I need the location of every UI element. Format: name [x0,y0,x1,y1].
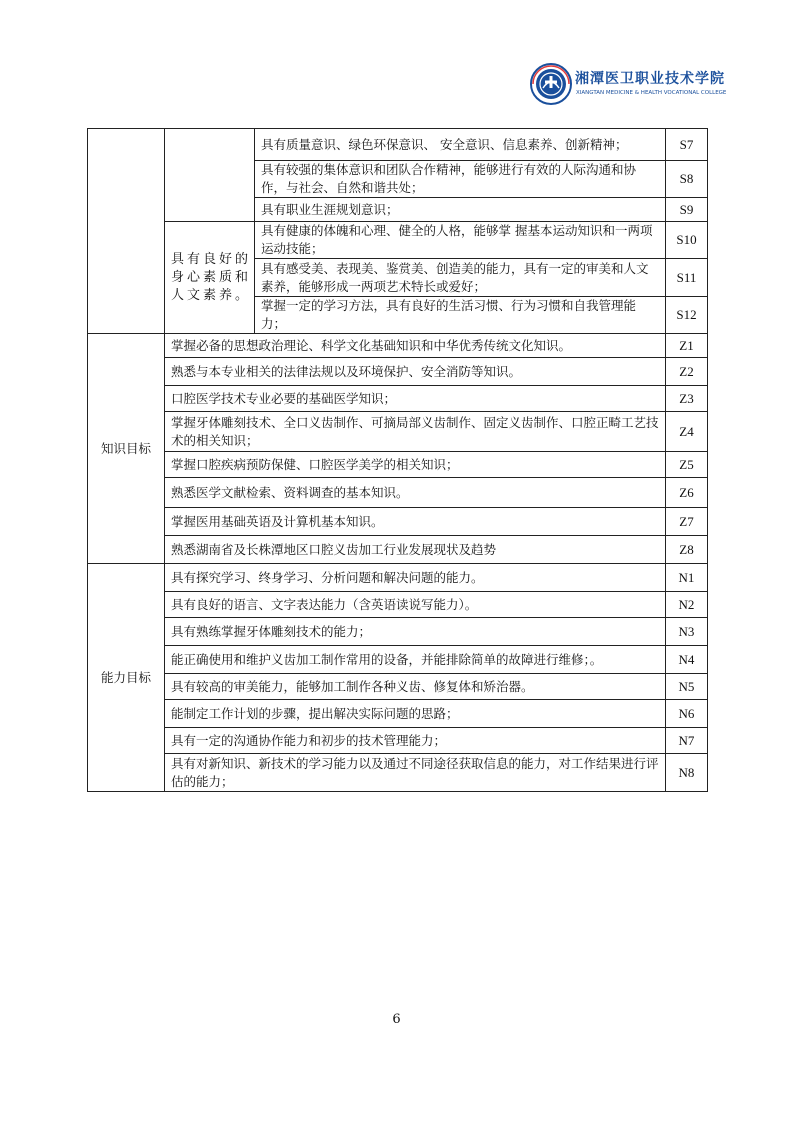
objective-text: 能正确使用和维护义齿加工制作常用的设备，并能排除简单的故障进行维修；。 [165,646,666,674]
objective-text: 熟悉医学文献检索、资料调查的基本知识。 [165,478,666,508]
objective-text: 具有健康的体魄和心理、健全的人格，能够掌 握基本运动知识和一两项运动技能； [255,222,666,259]
objective-text: 具有熟练掌握牙体雕刻技术的能力； [165,618,666,646]
objective-text: 口腔医学技术专业必要的基础医学知识； [165,386,666,412]
table-row [88,386,708,412]
objective-code: S8 [666,161,708,198]
objective-code: Z5 [666,452,708,478]
objective-code: N4 [666,646,708,674]
objective-code: S11 [666,259,708,297]
objective-text: 具有职业生涯规划意识； [255,198,666,222]
table-row [88,222,708,259]
objective-code: N3 [666,618,708,646]
table-row [88,754,708,792]
objective-code: N7 [666,728,708,754]
table-row [88,592,708,618]
objective-text: 具有较强的集体意识和团队合作精神，能够进行有效的人际沟通和协作，与社会、自然和谐共处； [255,161,666,198]
objective-code: N6 [666,700,708,728]
table-row [88,700,708,728]
objective-code: Z6 [666,478,708,508]
quality-category-cell [88,129,165,334]
objective-text: 具有一定的沟通协作能力和初步的技术管理能力； [165,728,666,754]
objective-code: S12 [666,297,708,334]
objective-text: 掌握医用基础英语及计算机基本知识。 [165,508,666,536]
objective-text: 熟悉与本专业相关的法律法规以及环境保护、安全消防等知识。 [165,358,666,386]
table-row [88,334,708,358]
objective-text: 熟悉湖南省及长株潭地区口腔义齿加工行业发展现状及趋势 [165,536,666,564]
college-name-en: XIANGTAN MEDICINE & HEALTH VOCATIONAL COLLEGE [576,90,727,96]
quality-subcategory-cell-blank [165,129,255,222]
objective-text: 具有对新知识、新技术的学习能力以及通过不同途径获取信息的能力，对工作结果进行评估的能力； [165,754,666,792]
training-objectives-table [87,128,708,792]
table-row [88,728,708,754]
table-row [88,358,708,386]
objective-code: S7 [666,129,708,161]
table-row [88,564,708,592]
objective-text: 具有质量意识、绿色环保意识、 安全意识、信息素养、创新精神； [255,129,666,161]
table-row [88,412,708,452]
objective-code: S9 [666,198,708,222]
objective-text: 具有探究学习、终身学习、分析问题和解决问题的能力。 [165,564,666,592]
objective-code: Z7 [666,508,708,536]
table-row [88,618,708,646]
objective-text: 掌握牙体雕刻技术、全口义齿制作、可摘局部义齿制作、固定义齿制作、口腔正畸工艺技术的相关知识； [165,412,666,452]
objective-code: N5 [666,674,708,700]
college-name-cn: 湘潭医卫职业技术学院 [575,71,725,87]
objective-code: Z8 [666,536,708,564]
objective-code: Z3 [666,386,708,412]
objective-text: 具有感受美、表现美、鉴赏美、创造美的能力，具有一定的审美和人文素养，能够形成一两项艺术特长或爱好； [255,259,666,297]
objective-code: Z4 [666,412,708,452]
quality-subcategory-cell: 具有良好的身心素质和人文素养。 [165,222,255,334]
ability-category-cell: 能力目标 [88,564,165,792]
objective-code: N1 [666,564,708,592]
objective-code: Z1 [666,334,708,358]
objective-text: 掌握必备的思想政治理论、科学文化基础知识和中华优秀传统文化知识。 [165,334,666,358]
table-row [88,129,708,161]
objective-text: 能制定工作计划的步骤，提出解决实际问题的思路； [165,700,666,728]
table-row [88,536,708,564]
objective-text: 具有较高的审美能力，能够加工制作各种义齿、修复体和矫治器。 [165,674,666,700]
objective-text: 掌握口腔疾病预防保健、口腔医学美学的相关知识； [165,452,666,478]
objective-text: 具有良好的语言、文字表达能力（含英语读说写能力）。 [165,592,666,618]
table-row [88,674,708,700]
objective-code: S10 [666,222,708,259]
objective-text: 掌握一定的学习方法，具有良好的生活习惯、行为习惯和自我管理能力； [255,297,666,334]
table-row [88,508,708,536]
objective-code: Z2 [666,358,708,386]
knowledge-category-cell: 知识目标 [88,334,165,564]
table-row [88,646,708,674]
objective-code: N2 [666,592,708,618]
table-row [88,478,708,508]
objective-code: N8 [666,754,708,792]
table-row [88,452,708,478]
page-number: 6 [392,1012,401,1027]
